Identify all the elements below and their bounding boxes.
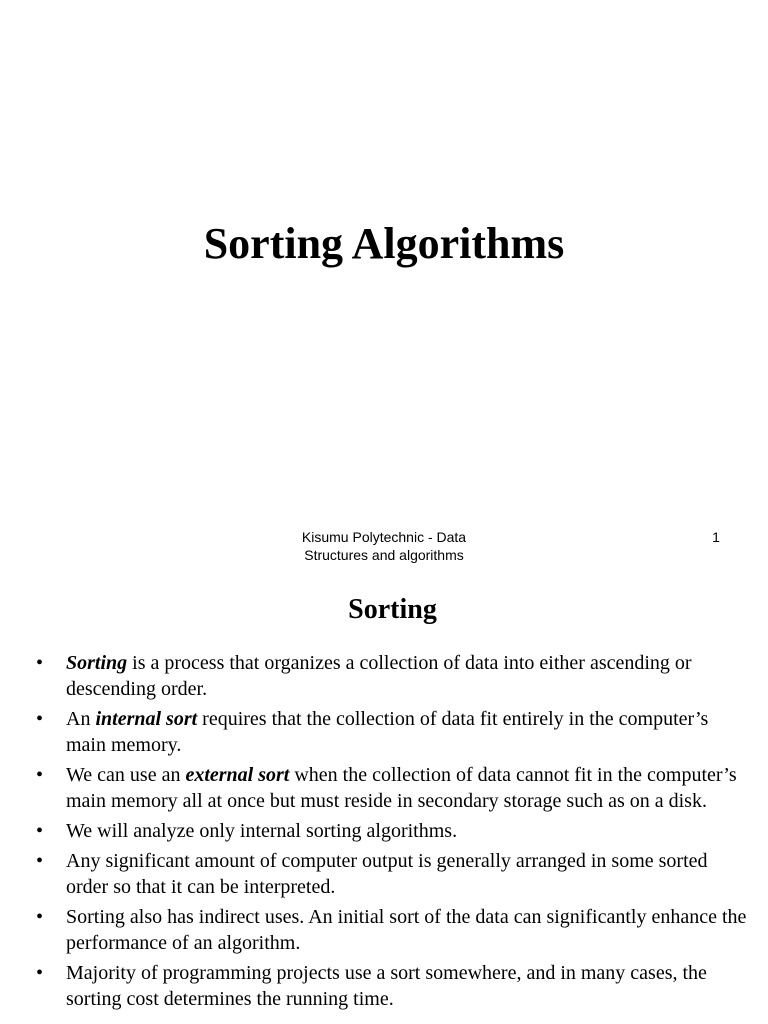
bullet-item — [36, 960, 748, 1012]
emphasis-term: internal sort — [95, 708, 198, 730]
bullet-item — [36, 904, 748, 956]
bullet-icon: • — [36, 652, 44, 674]
bullet-text: Majority of programming projects use a sort somewhere, and in many cases, the sorting cost determines the running time. — [66, 962, 707, 1010]
slide-footer: Kisumu Polytechnic - Data Structures and algorithms — [301, 529, 467, 563]
bullet-item — [36, 650, 748, 702]
bullet-icon: • — [36, 962, 44, 984]
bullet-item — [36, 818, 748, 844]
bullet-text-prefix: We can use an — [66, 764, 186, 786]
slide-heading: Sorting — [348, 594, 437, 625]
bullet-list — [36, 650, 748, 1016]
bullet-text-prefix: An — [66, 708, 96, 730]
slide-title: Sorting Algorithms — [203, 219, 565, 268]
bullet-text: when the collection of data cannot fit in the computer’s main memory all at once but must reside in secondary storage such as on a disk. — [66, 764, 737, 812]
bullet-icon: • — [36, 906, 44, 928]
bullet-text: is a process that organizes a collection of data into either ascending or descending order. — [66, 652, 692, 700]
bullet-item — [36, 762, 748, 814]
emphasis-term: external sort — [185, 764, 290, 786]
bullet-text: Any significant amount of computer output is generally arranged in some sorted order so that it can be interpreted. — [66, 850, 708, 898]
bullet-icon: • — [36, 850, 44, 872]
bullet-item — [36, 848, 748, 900]
page-number: 1 — [712, 529, 720, 545]
bullet-item — [36, 706, 748, 758]
bullet-text: Sorting also has indirect uses. An initial sort of the data can significantly enhance the performance of an algorithm. — [66, 906, 747, 954]
bullet-text: requires that the collection of data fit entirely in the computer’s main memory. — [66, 708, 709, 756]
bullet-icon: • — [36, 708, 44, 730]
bullet-text: We will analyze only internal sorting algorithms. — [66, 820, 458, 842]
bullet-icon: • — [36, 820, 44, 842]
emphasis-term: Sorting — [66, 652, 128, 674]
bullet-icon: • — [36, 764, 44, 786]
content-slide — [0, 580, 768, 1024]
